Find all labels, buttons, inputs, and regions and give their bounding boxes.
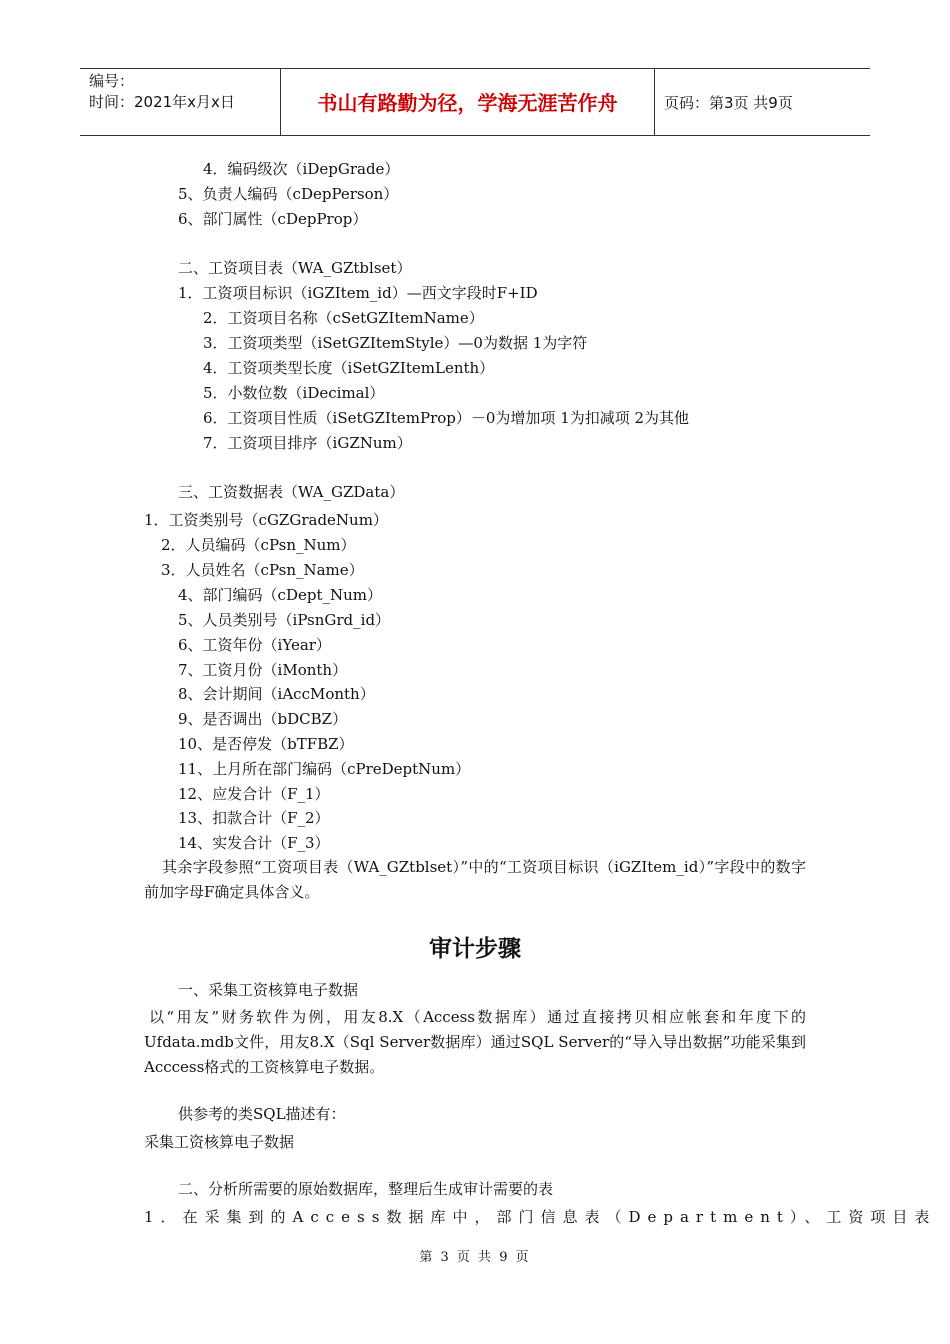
gz-data-field: 11、上月所在部门编码（cPreDeptNum）: [178, 760, 471, 778]
section-title: 三、工资数据表（WA_GZData）: [178, 483, 405, 501]
sql-reference-item: 采集工资核算电子数据: [144, 1133, 295, 1151]
gz-item-field: 6．工资项目性质（iSetGZItemProp）－0为增加项 1为扣减项 2为其他: [203, 409, 690, 427]
gz-item-field: 2．工资项目名称（cSetGZItemName）: [203, 309, 484, 327]
page-header: [80, 68, 870, 136]
step-paragraph: 1．在采集到的Access数据库中，部门信息表（Department）、工资项目表: [144, 1208, 937, 1226]
step-paragraph: 以“用友”财务软件为例，用友8.X（Access数据库）通过直接拷贝相应帐套和年度下的Ufdata.mdb文件，用友8.X（Sql Server数据库）通过SQL Server的“导入导出数据”功能采集到Acccess格式的工资核算电子数据。: [144, 1008, 806, 1076]
gz-data-field: 7、工资月份（iMonth）: [178, 661, 348, 679]
gz-data-field: 5、人员类别号（iPsnGrd_id）: [178, 611, 391, 629]
gz-item-field: 3．工资项类型（iSetGZItemStyle）—0为数据 1为字符: [203, 334, 588, 352]
header-motto: 书山有路勤为径，学海无涯苦作舟: [281, 69, 655, 135]
header-page-info: 页码：第3页 共9页: [664, 94, 793, 112]
gz-data-field: 3．人员姓名（cPsn_Name）: [161, 561, 364, 579]
gz-data-field: 9、是否调出（bDCBZ）: [178, 710, 348, 728]
gz-data-field: 1．工资类别号（cGZGradeNum）: [144, 511, 388, 529]
gz-data-field: 4、部门编码（cDept_Num）: [178, 586, 382, 604]
step-title: 一、采集工资核算电子数据: [178, 981, 359, 999]
section-title: 二、工资项目表（WA_GZtblset）: [178, 259, 412, 277]
gz-item-field: 5．小数位数（iDecimal）: [203, 384, 385, 402]
dept-field: 5、负责人编码（cDepPerson）: [178, 185, 399, 203]
gz-data-field: 6、工资年份（iYear）: [178, 636, 331, 654]
dept-field: 6、部门属性（cDepProp）: [178, 210, 368, 228]
dept-field: 4．编码级次（iDepGrade）: [203, 160, 400, 178]
gz-item-field: 4．工资项类型长度（iSetGZItemLenth）: [203, 359, 495, 377]
gz-item-field: 1．工资项目标识（iGZItem_id）—西文字段时F+ID: [178, 284, 538, 302]
section-heading: 审计步骤: [429, 936, 521, 962]
doc-number-label: 编号：: [89, 72, 135, 90]
page-footer: 第 3 页 共 9 页: [419, 1250, 531, 1265]
gz-data-note: 其余字段参照“工资项目表（WA_GZtblset）”中的“工资项目标识（iGZItem_id）”字段中的数字前加字母F确定具体含义。: [144, 858, 806, 901]
gz-data-field: 2．人员编码（cPsn_Num）: [161, 536, 356, 554]
step-title: 二、分析所需要的原始数据库，整理后生成审计需要的表: [178, 1180, 554, 1198]
gz-data-field: 13、扣款合计（F_2）: [178, 809, 330, 827]
doc-date: 时间：2021年x月x日: [89, 93, 235, 111]
gz-data-field: 14、实发合计（F_3）: [178, 834, 330, 852]
gz-data-field: 10、是否停发（bTFBZ）: [178, 735, 354, 753]
header-meta: [80, 69, 281, 135]
sql-reference: 供参考的类SQL描述有：: [178, 1105, 346, 1123]
gz-data-field: 12、应发合计（F_1）: [178, 785, 330, 803]
gz-data-field: 8、会计期间（iAccMonth）: [178, 685, 375, 703]
gz-item-field: 7．工资项目排序（iGZNum）: [203, 434, 412, 452]
